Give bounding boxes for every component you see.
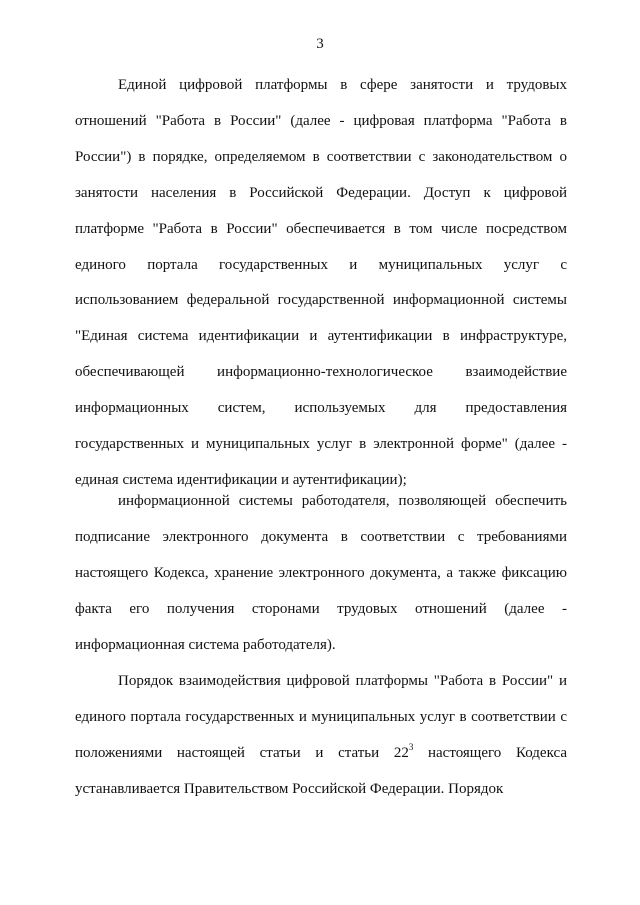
paragraph-text-after-superscript: настоящего Кодекса устанавливается Правительством Российской Федерации. Порядок — [75, 744, 567, 797]
paragraph-unified-platform: Единой цифровой платформы в сфере занятости и трудовых отношений "Работа в России" (далее - цифровая платформа "Работа в России") в порядке, определяемом в соответствии с законодательством о занятости населения в Российской Федерации. Доступ к цифровой платформе "Работа в России" обеспечивается в том числе посредством единого портала государственных и муниципальных услуг с использованием федеральной государственной информационной системы "Единая система идентификации и аутентификации в инфраструктуре, обеспечивающей информационно-технологическое взаимодействие информационных систем, используемых для предоставления государственных и муниципальных услуг в электронной форме" (далее - единая система идентификации и аутентификации); — [75, 77, 567, 488]
paragraph-employer-info-system: информационной системы работодателя, позволяющей обеспечить подписание электронного документа в соответствии с требованиями настоящего Кодекса, хранение электронного документа, а также фиксацию факта его получения сторонами трудовых отношений (далее - информационная система работодателя). — [75, 493, 567, 653]
article-superscript: 3 — [408, 741, 414, 752]
paragraph-interaction-procedure — [75, 664, 567, 808]
page-number: 3 — [316, 36, 324, 52]
paragraph-text-before-superscript: Порядок взаимодействия цифровой платформы "Работа в России" и единого портала государственных и муниципальных услуг в соответствии с положениями настоящей статьи и статьи 22 — [75, 673, 567, 761]
